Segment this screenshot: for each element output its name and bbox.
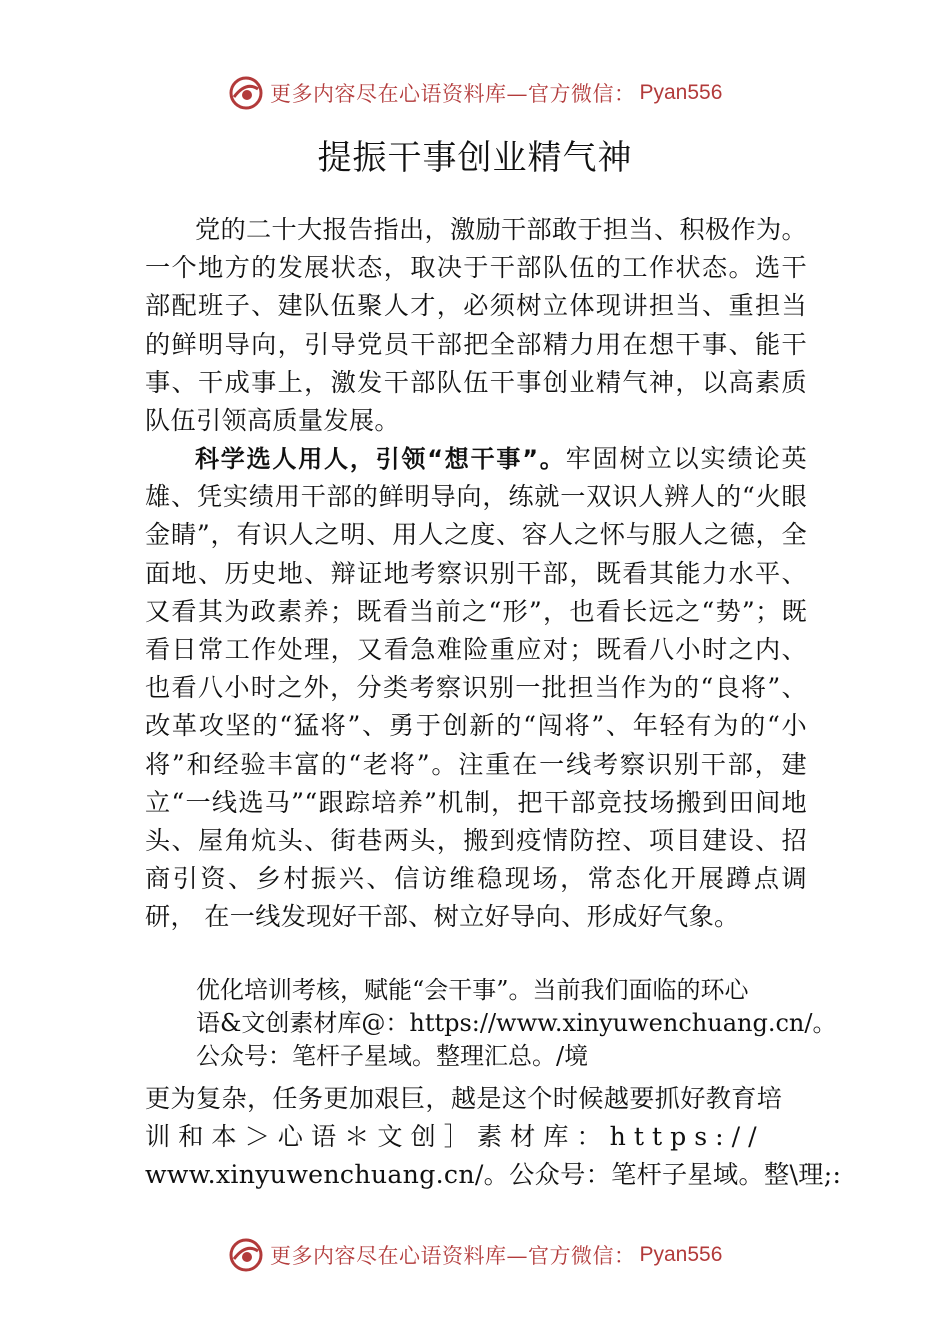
banner-wechat-id: Pyan556 bbox=[639, 1243, 723, 1266]
paragraph-training bbox=[196, 974, 837, 1073]
paragraph-continuation-line-2: 训和本＞心语＊文创］素材库：https:// bbox=[145, 1122, 765, 1152]
paragraph-continuation-line-1: 更为复杂，任务更加艰巨，越是这个时候越要抓好教育培 bbox=[145, 1084, 783, 1113]
header-watermark-banner bbox=[228, 75, 788, 111]
paragraph-selection-body: 牢固树立以实绩论英雄、凭实绩用干部的鲜明导向，练就一双识人辨人的“火眼金睛”，有识人之明、用人之度、容人之怀与服人之德，全面地、历史地、辩证地考察识别干部，既看其能力水平、又看其为政素养；既看当前之“形”，也看长远之“势”；既看日常工作处理，又看急难险重应对；既看八小时之内、也看八小时之外，分类考察识别一批担当作为的“良将”、改革攻坚的“猛将”、勇于创新的“闯将”、年轻有为的“小将”和经验丰富的“老将”。注重在一线考察识别干部，建立“一线选马”“跟踪培养”机制，把干部竞技场搬到田间地头、屋角炕头、街巷两头，搬到疫情防控、项目建设、招商引资、乡村振兴、信访维稳现场，常态化开展蹲点调研， 在一线发现好干部、树立好导向、形成好气象。 bbox=[145, 444, 808, 932]
footer-watermark-banner bbox=[228, 1237, 788, 1273]
paragraph-continuation bbox=[145, 1080, 842, 1195]
paragraph-intro: 党的二十大报告指出，激励干部敢于担当、积极作为。一个地方的发展状态，取决于干部队伍的工作状态。选干部配班子、建队伍聚人才，必须树立体现讲担当、重担当的鲜明导向，引导党员干部把全部精力用在想干事、能干事、干成事上，激发干部队伍干事创业精气神，以高素质队伍引领高质量发展。 bbox=[145, 215, 807, 436]
paragraph-training-line-1: 优化培训考核，赋能“会干事”。当前我们面临的环心 bbox=[196, 976, 749, 1004]
paragraph-training-line-2: 语&文创素材库@：https://www.xinyuwenchuang.cn/。 bbox=[196, 1009, 837, 1037]
banner-text: 更多内容尽在心语资料库—官方微信： bbox=[270, 1244, 636, 1268]
brand-logo-icon bbox=[228, 75, 264, 111]
paragraph-selection-heading: 科学选人用人，引领“想干事”。 bbox=[195, 445, 566, 473]
paragraph-selection bbox=[145, 440, 807, 937]
document-title: 提振干事创业精气神 bbox=[317, 138, 633, 178]
brand-logo-icon bbox=[228, 1237, 264, 1273]
banner-text: 更多内容尽在心语资料库—官方微信： bbox=[270, 82, 636, 106]
paragraph-training-line-3: 公众号：笔杆子星域。整理汇总。/境 bbox=[196, 1042, 589, 1070]
paragraph-continuation-line-3: www.xinyuwenchuang.cn/。公众号：笔杆子星域。整\理;: bbox=[145, 1160, 842, 1190]
banner-wechat-id: Pyan556 bbox=[639, 81, 723, 104]
